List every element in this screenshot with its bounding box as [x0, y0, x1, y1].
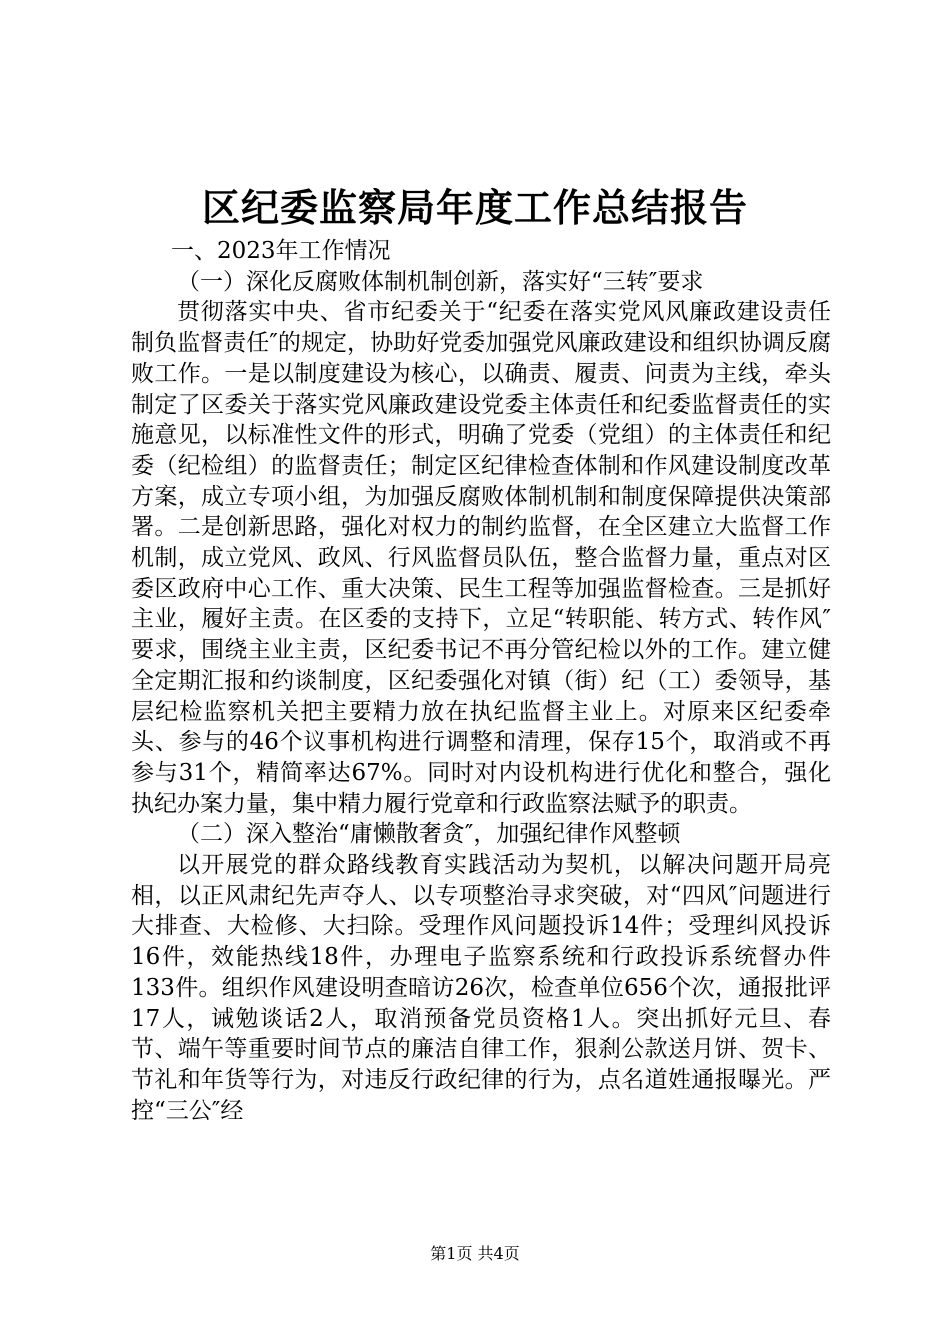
body-paragraph-2: 以开展党的群众路线教育实践活动为契机，以解决问题开局亮相，以正风肃纪先声夺人、以专项整治寻求突破，对“四风″问题进行大排查、大检修、大扫除。受理作风问题投诉14件；受理纠风投诉16件，效能热线18件，办理电子监察系统和行政投诉系统督办件133件。组织作风建设明查暗访26次，检查单位656个次，通报批评17人，诫勉谈话2人，取消预备党员资格1人。突出抓好元旦、春节、端午等重要时间节点的廉洁自律工作，狠刹公款送月饼、贺卡、节礼和年货等行为，对违反行政纪律的行为，点名道姓通报曝光。严控“三公″经: [131, 852, 831, 1124]
body-paragraph-1: 贯彻落实中央、省市纪委关于“纪委在落实党风风廉政建设责任制负监督责任″的规定，协助好党委加强党风廉政建设和组织协调反腐败工作。一是以制度建设为核心，以确责、履责、问责为主线，牵头制定了区委关于落实党风廉政建设党委主体责任和纪委监督责任的实施意见，以标准性文件的形式，明确了党委（党组）的主体责任和纪委（纪检组）的监督责任；制定区纪律检查体制和作风建设制度改革方案，成立专项小组，为加强反腐败体制机制和制度保障提供决策部署。二是创新思路，强化对权力的制约监督，在全区建立大监督工作机制，成立党风、政风、行风监督员队伍，整合监督力量，重点对区委区政府中心工作、重大决策、民生工程等加强监督检查。三是抓好主业，履好主责。在区委的支持下，立足“转职能、转方式、转作风″要求，围绕主业主责，区纪委书记不再分管纪检以外的工作。建立健全定期汇报和约谈制度，区纪委强化对镇（街）纪（工）委领导，基层纪检监察机关把主要精力放在执纪监督主业上。对原来区纪委牵头、参与的46个议事机构进行调整和清理，保存15个，取消或不再参与31个，精简率达67%。同时对内设机构进行优化和整合，强化执纪办案力量，集中精力履行党章和行政监察法赋予的职责。: [131, 299, 831, 817]
document-title: 区纪委监察局年度工作总结报告: [201, 185, 748, 230]
page-number-footer: 第1页 共4页: [430, 1244, 520, 1263]
subsection-heading-1: （一）深化反腐败体制机制创新，落实好“三转″要求: [177, 268, 704, 295]
section-heading-1: 一、2023年工作情况: [171, 238, 391, 264]
subsection-heading-2: （二）深入整治“庸懒散奢贪″，加强纪律作风整顿: [177, 821, 681, 848]
document-body: [131, 236, 831, 1126]
